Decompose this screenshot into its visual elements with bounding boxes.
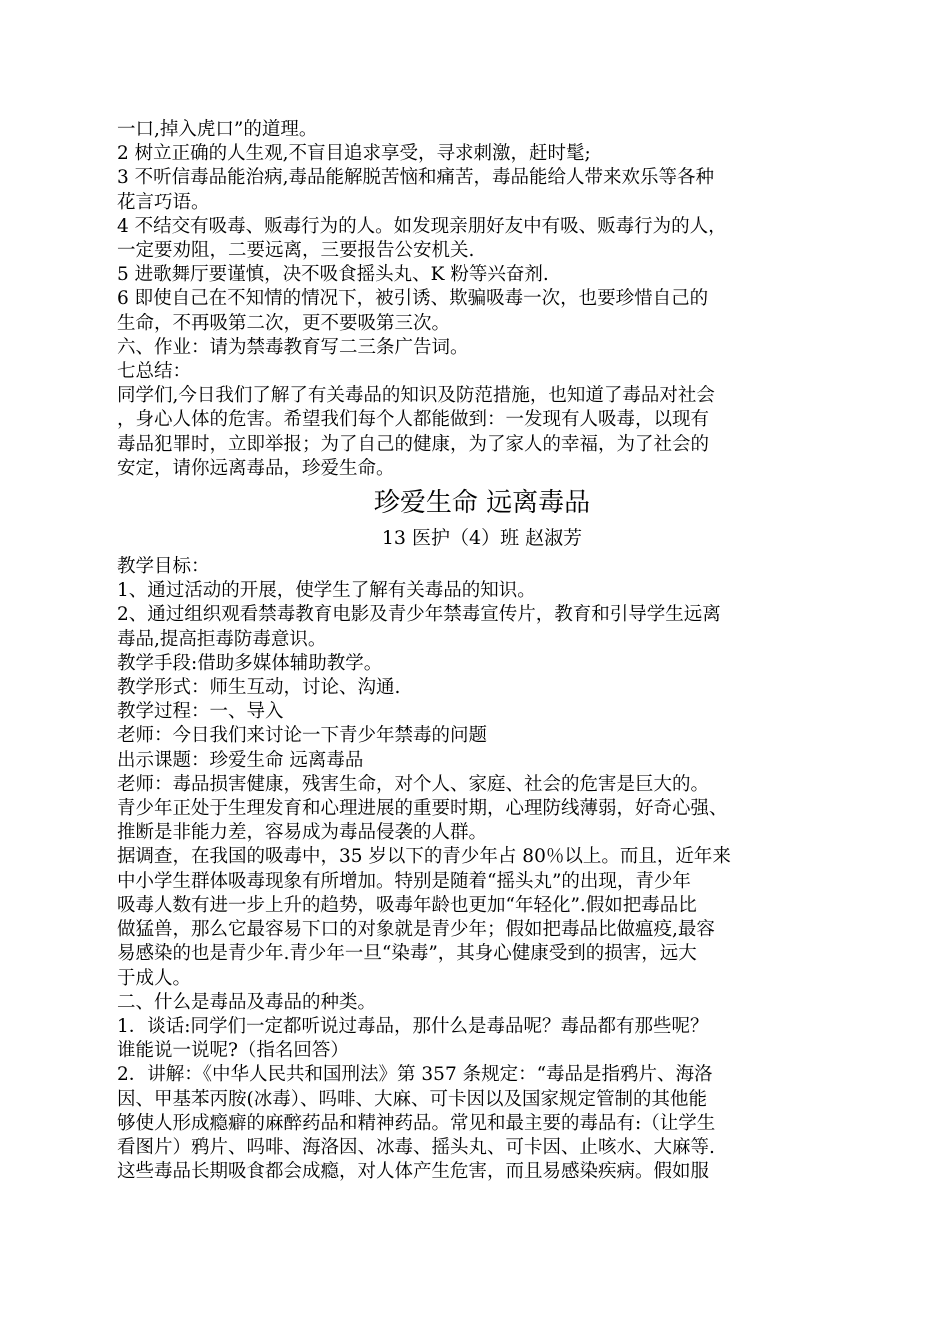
- text-line: 1．谈话:同学们一定都听说过毒品，那什么是毒品呢？毒品都有那些呢？: [117, 1015, 709, 1037]
- text-line: 5 进歌舞厅要谨慎，决不吸食摇头丸、K 粉等兴奋剂.: [117, 264, 549, 286]
- text-line: 教学过程：一、导入: [117, 701, 284, 723]
- lesson-author-line: 13 医护（4）班 赵淑芳: [381, 527, 583, 550]
- text-line: 做猛兽，那么它最容易下口的对象就是青少年；假如把毒品比做瘟疫,最容: [117, 919, 715, 941]
- text-line: 谁能说一说呢?（指名回答）: [117, 1040, 349, 1062]
- text-line: 教学手段:借助多媒体辅助教学。: [117, 652, 383, 674]
- lesson-body: [117, 555, 847, 1184]
- text-line: 推断是非能力差，容易成为毒品侵袭的人群。: [117, 822, 488, 844]
- text-line: 毒品,提高拒毒防毒意识。: [117, 628, 327, 650]
- text-line: 六、作业：请为禁毒教育写二三条广告词。: [117, 336, 469, 358]
- text-line: 毒品犯罪时，立即举报；为了自己的健康，为了家人的幸福，为了社会的: [117, 433, 710, 455]
- text-line: 中小学生群体吸毒现象有所增加。特别是随着“摇头丸”的出现，青少年: [117, 870, 691, 892]
- text-line: 老师：今日我们来讨论一下青少年禁毒的问题: [117, 725, 488, 747]
- text-line: 生命，不再吸第二次，更不要吸第三次。: [117, 312, 451, 334]
- text-line: 教学形式：师生互动，讨论、沟通.: [117, 677, 401, 699]
- text-line: 安定，请你远离毒品，珍爱生命。: [117, 457, 395, 479]
- text-line: 花言巧语。: [117, 191, 210, 213]
- text-line: 4 不结交有吸毒、贩毒行为的人。如发现亲朋好友中有吸、贩毒行为的人，: [117, 215, 727, 237]
- text-line: 老师：毒品损害健康，残害生命，对个人、家庭、社会的危害是巨大的。: [117, 773, 710, 795]
- text-line: 据调查，在我国的吸毒中，35 岁以下的青少年占 80％以上。而且，近年来: [117, 846, 731, 868]
- text-line: 教学目标：: [117, 556, 210, 578]
- lesson-title: 珍爱生命 远离毒品: [373, 488, 591, 519]
- text-line: 二、什么是毒品及毒品的种类。: [117, 991, 377, 1013]
- text-line: 同学们,今日我们了解了有关毒品的知识及防范措施，也知道了毒品对社会: [117, 385, 715, 407]
- text-line: 这些毒品长期吸食都会成瘾，对人体产生危害，而且易感染疾病。假如服: [117, 1161, 710, 1183]
- text-line: 出示课题：珍爱生命 远离毒品: [117, 749, 364, 771]
- text-line: 吸毒人数有进一步上升的趋势，吸毒年龄也更加“年轻化”.假如把毒品比: [117, 894, 697, 916]
- text-line: 看图片）鸦片、吗啡、海洛因、冰毒、摇头丸、可卡因、止咳水、大麻等.: [117, 1136, 715, 1158]
- text-line: 2、通过组织观看禁毒教育电影及青少年禁毒宣传片，教育和引导学生远离: [117, 604, 721, 626]
- text-line: 一定要劝阻，二要远离，三要报告公安机关.: [117, 240, 475, 262]
- text-line: 于成人。: [117, 967, 192, 989]
- text-line: 够使人形成瘾癖的麻醉药品和精神药品。常见和最主要的毒品有:（让学生: [117, 1112, 716, 1134]
- text-line: ，身心人体的危害。希望我们每个人都能做到：一发现有人吸毒，以现有: [117, 409, 710, 431]
- text-line: 3 不听信毒品能治病,毒品能解脱苦恼和痛苦，毒品能给人带来欢乐等各种: [117, 167, 715, 189]
- text-line: 七总结：: [117, 361, 192, 383]
- text-line: 2．讲解：《中华人民共和国刑法》第 357 条规定：“毒品是指鸦片、海洛: [117, 1064, 713, 1086]
- text-line: 易感染的也是青少年.青少年一旦“染毒”，其身心健康受到的损害，远大: [117, 943, 697, 965]
- text-line: 1、通过活动的开展，使学生了解有关毒品的知识。: [117, 580, 536, 602]
- text-line: 2 树立正确的人生观,不盲目追求享受，寻求刺激，赶时髦;: [117, 143, 591, 165]
- text-line: 6 即使自己在不知情的情况下，被引诱、欺骗吸毒一次，也要珍惜自己的: [117, 288, 709, 310]
- document-page: [117, 118, 847, 1184]
- text-line: 因、甲基苯丙胺(冰毒）、吗啡、大麻、可卡因以及国家规定管制的其他能: [117, 1088, 707, 1110]
- text-line: 青少年正处于生理发育和心理进展的重要时期，心理防线薄弱，好奇心强、: [117, 798, 728, 820]
- previous-lesson-conclusion: [117, 118, 847, 481]
- text-line: 一口,掉入虎口”的道理。: [117, 119, 318, 140]
